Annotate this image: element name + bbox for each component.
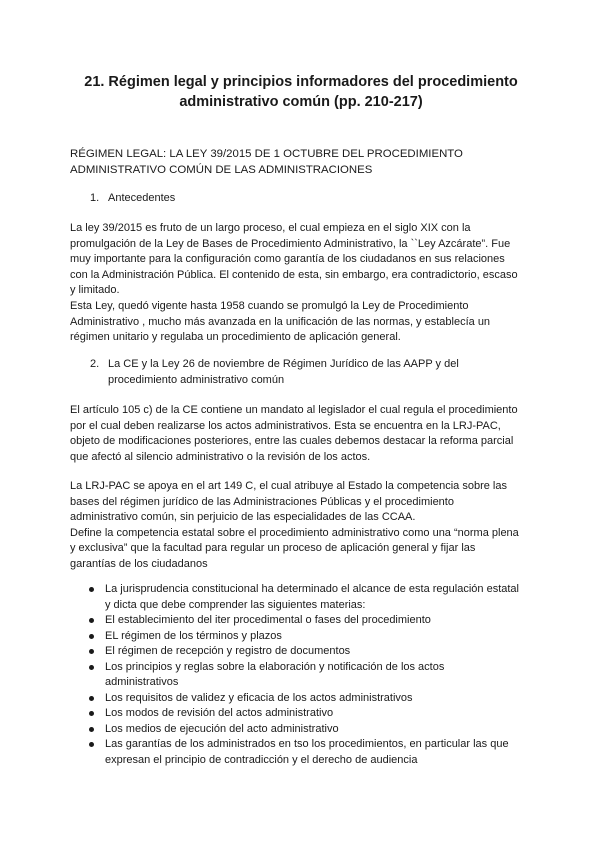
paragraph-line: régimen unitario y regulaba un procedimiento de aplicación general. [70,331,401,344]
list-item [70,644,540,660]
paragraph-line: Define la competencia estatal sobre el procedimiento administrativo como una “norma plena [70,526,519,539]
list-item [70,691,540,707]
bullet-icon [89,696,94,701]
bullet-icon [89,587,94,592]
list-item-text: expresan el principio de contradicción y el derecho de audiencia [105,753,418,766]
paragraph-line: administrativo común, sin perjuicio de las especialidades de las CCAA. [70,511,416,524]
list-item-text: El establecimiento del iter procedimental o fases del procedimiento [105,614,431,626]
paragraph-antecedentes [70,221,532,346]
list-item-text: Los medios de ejecución del acto administrativo [105,722,339,735]
bullet-icon [89,665,94,670]
title-line: 21. Régimen legal y principios informadores del procedimiento [84,74,518,90]
paragraph-articulo-105 [70,403,532,465]
paragraph-line: Administrativo , mucho más avanzada en la unificación de las normas, y establecía un [70,315,491,328]
bullet-icon [89,727,94,732]
list-item-text: La jurisprudencia constitucional ha determinado el alcance de esta regulación estatal [105,583,519,595]
item-number: 2. [90,358,100,370]
list-item [70,582,540,613]
paragraph-line: que afectó al silencio administrativo o la revisión de los actos. [70,450,371,463]
list-item [70,629,540,645]
item-title-line: La CE y la Ley 26 de noviembre de Régimen Jurídico de las AAPP y del [108,358,459,370]
list-item-text: Los principios y reglas sobre la elaboración y notificación de los actos [105,660,445,673]
paragraph-line: muy importante para la configuración como garantía de los ciudadanos en sus relaciones [70,253,505,266]
list-item-text: Las garantías de los administrados en tso los procedimientos, en particular las que [105,738,509,750]
paragraph-line: por el cual deben realizarse los actos administrativos. Esta se encuentra en la LRJ-PAC, [70,419,501,432]
paragraph-line: promulgación de la Ley de Bases de Procedimiento Administrativo, la ``Ley Azcárate”. Fue [70,237,511,250]
paragraph-line: bases del régimen jurídico de las Administraciones Públicas y el procedimiento [70,495,454,508]
bullet-icon [89,649,94,654]
list-item [70,660,540,691]
list-item [70,613,540,629]
bullet-icon [89,742,94,747]
paragraph-line: y limitado. [70,284,120,297]
list-item-text: EL régimen de los términos y plazos [105,629,282,642]
paragraph-line: y exclusiva” que la facultad para regular un proceso de aplicación general y fijar las [70,542,476,555]
bullet-icon [89,618,94,623]
item-title-line: procedimiento administrativo común [108,373,285,386]
list-item-text: Los modos de revisión del actos administrativo [105,707,334,719]
heading-line: RÉGIMEN LEGAL: LA LEY 39/2015 DE 1 OCTUBRE DEL PROCEDIMIENTO [70,148,463,160]
item-title [108,357,459,388]
bullet-icon [89,711,94,716]
paragraph-line: objeto de modificaciones posteriores, entre las cuales debemos destacar la reforma parcial [70,435,514,448]
list-item-text: Los requisitos de validez y eficacia de los actos administrativos [105,691,413,704]
item-number: 1. [90,192,100,204]
page-title [70,72,532,112]
paragraph-line: Esta Ley, quedó vigente hasta 1958 cuando se promulgó la Ley de Procedimiento [70,299,469,312]
list-item [70,706,540,722]
list-item-text: y dicta que debe comprender las siguientes materias: [105,598,366,611]
paragraph-line: garantías de los ciudadanos [70,557,208,570]
section-heading [70,146,532,178]
paragraph-line: El artículo 105 c) de la CE contiene un mandato al legislador el cual regula el procedimiento [70,404,518,416]
bullet-icon [89,634,94,639]
paragraph-line: con la Administración Pública. El contenido de esta, sin embargo, era contradictorio, escaso [70,268,518,281]
item-title: Antecedentes [108,192,176,204]
paragraph-line: La LRJ-PAC se apoya en el art 149 C, el cual atribuye al Estado la competencia sobre las [70,480,507,492]
list-item-text: administrativos [105,676,179,688]
list-item [70,737,540,768]
title-line: administrativo común (pp. 210-217) [179,94,423,110]
heading-line: ADMINISTRATIVO COMÚN DE LAS ADMINISTRACIONES [70,164,373,176]
bullet-list [70,582,540,768]
list-item-text: El régimen de recepción y registro de documentos [105,645,351,657]
paragraph-line: La ley 39/2015 es fruto de un largo proceso, el cual empieza en el siglo XIX con la [70,222,471,234]
paragraph-lrj-pac [70,479,532,573]
list-item [70,722,540,738]
